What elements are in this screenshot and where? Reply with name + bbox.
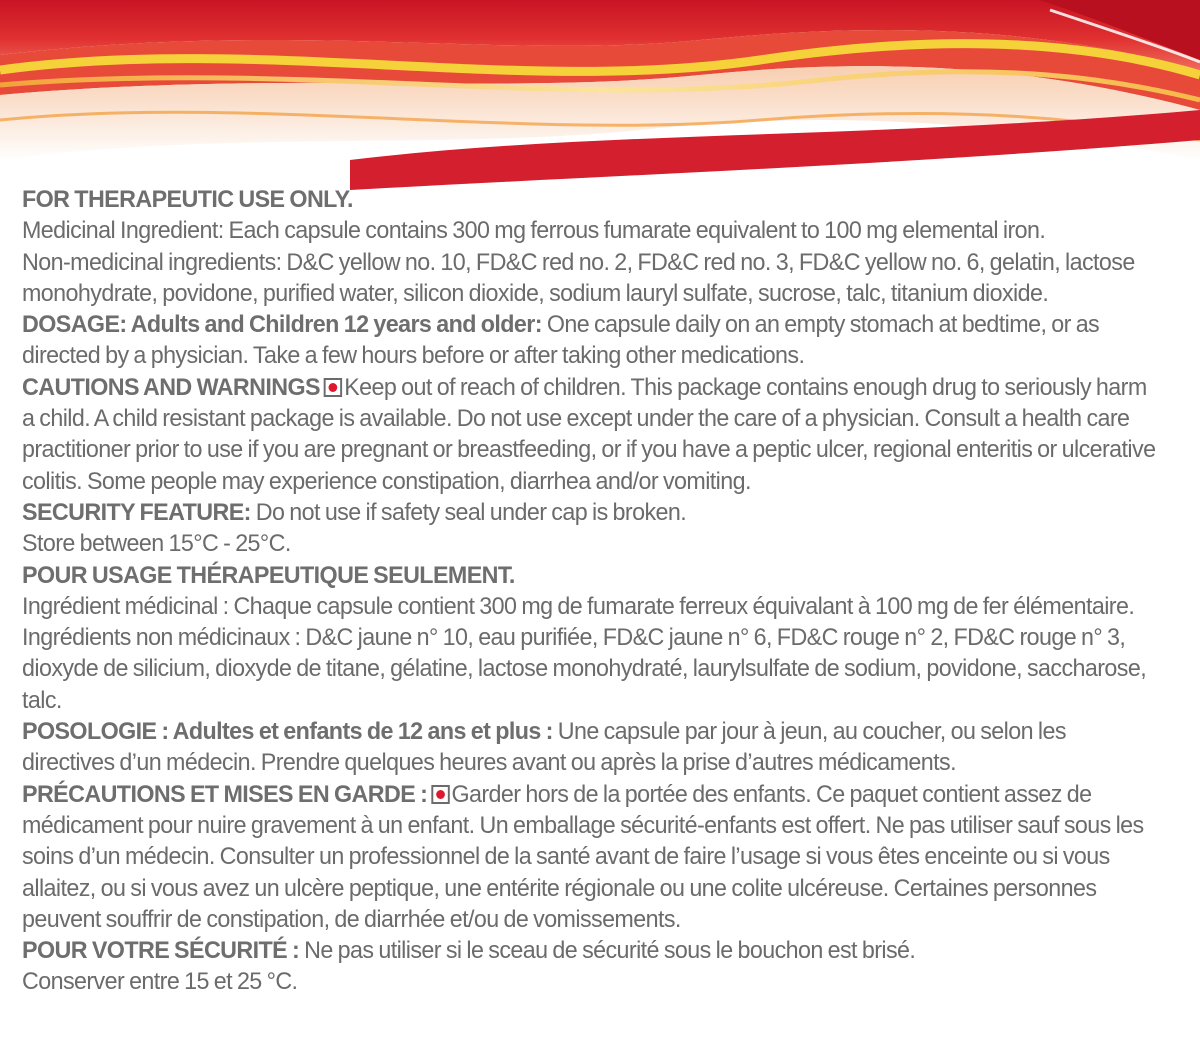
french-security-label: POUR VOTRE SÉCURITÉ :: [22, 937, 300, 965]
french-therapeutic-heading: POUR USAGE THÉRAPEUTIQUE SEULEMENT.: [22, 561, 515, 589]
french-ingredients: Ingrédient médicinal : Chaque capsule contient 300 mg de fumarate ferreux équivalant à 100 mg de fer élémentaire. Ingrédients non médicinaux : D&C jaune n° 10, eau purifiée, FD&C jaune n° 6, FD&C rouge n° 2, FD&C rouge n° 3, dioxyde de silicium, dioxyde de titane, gélatine, lactose monohydraté, laurylsulfate de sodium, povidone, saccharose, talc.: [22, 592, 1147, 714]
french-dosage-text: Une capsule par jour à jeun, au coucher, ou selon les directives d’un médecin. Prendre quelques heures avant ou après la prise d’autres médicaments.: [22, 718, 1066, 777]
english-security: [22, 497, 1157, 528]
french-cautions: [22, 779, 1157, 935]
warning-dot-icon: [324, 378, 342, 397]
english-security-label: SECURITY FEATURE:: [22, 498, 251, 526]
french-dosage-label: POSOLOGIE : Adultes et enfants de 12 ans et plus :: [22, 718, 553, 746]
english-dosage-text: One capsule daily on an empty stomach at bedtime, or as directed by a physician. Take a few hours before or after taking other medications.: [22, 311, 1100, 370]
english-non-medicinal-ingredients: Non-medicinal ingredients: D&C yellow no. 10, FD&C red no. 2, FD&C red no. 3, FD&C yellow no. 6, gelatin, lactose monohydrate, povidone, purified water, silicon dioxide, sodium lauryl sulfate, sucrose, talc, titanium dioxide.: [22, 248, 1135, 307]
english-therapeutic-heading: FOR THERAPEUTIC USE ONLY.: [22, 186, 353, 213]
french-storage: Conserver entre 15 et 25 °C.: [22, 968, 298, 996]
warning-dot-icon: [431, 785, 449, 804]
english-cautions-label: CAUTIONS AND WARNINGS: [22, 373, 320, 401]
english-cautions: [22, 372, 1157, 497]
french-cautions-text: Garder hors de la portée des enfants. Ce paquet contient assez de médicament pour nuire gravement à un enfant. Un emballage sécurité-enfants est offert. Ne pas utiliser sauf sous les soins d’un médecin. Consulter un professionnel de la santé avant de faire l’usage si vous êtes enceinte ou si vous allaitez, ou si vous avez un ulcère peptique, une entérite régionale ou une colite ulcéreuse. Certaines personnes peuvent souffrir de constipation, de diarrhée et/ou de vomissements.: [22, 780, 1144, 933]
english-medicinal-ingredient: Medicinal Ingredient: Each capsule contains 300 mg ferrous fumarate equivalent to 100 mg elemental iron.: [22, 217, 1046, 245]
english-storage: Store between 15°C - 25°C.: [22, 530, 291, 558]
decorative-wave-banner: [0, 0, 1200, 195]
french-security-text: Ne pas utiliser si le sceau de sécurité sous le bouchon est brisé.: [299, 937, 916, 965]
english-cautions-text: Keep out of reach of children. This package contains enough drug to seriously harm a child. A child resistant package is available. Do not use except under the care of a physician. Consult a health care practitioner prior to use if you are pregnant or breastfeeding, or if you have a peptic ulcer, regional enteritis or ulcerative colitis. Some people may experience constipation, diarrhea and/or vomiting.: [22, 373, 1156, 495]
english-dosage-label: DOSAGE: Adults and Children 12 years and older:: [22, 311, 542, 339]
french-cautions-label: PRÉCAUTIONS ET MISES EN GARDE :: [22, 780, 428, 808]
english-security-text: Do not use if safety seal under cap is broken.: [250, 498, 687, 526]
french-security: [22, 935, 1157, 966]
label-text-block: [22, 184, 1157, 998]
french-dosage: [22, 716, 1157, 779]
english-dosage: [22, 309, 1157, 372]
